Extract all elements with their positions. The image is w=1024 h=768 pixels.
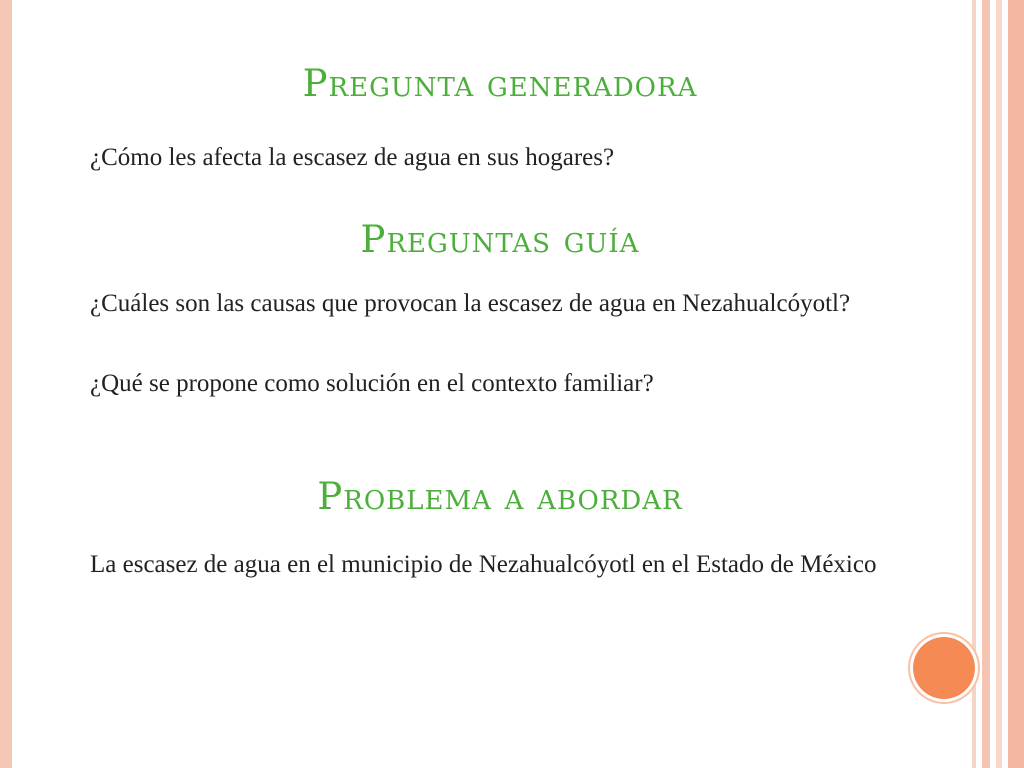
left-border-bar: [0, 0, 12, 768]
heading-pregunta-generadora: Pregunta generadora: [302, 62, 698, 105]
decorative-circle-icon: [913, 637, 975, 699]
problem-statement: La escasez de agua en el municipio de Nezahualcóyotl en el Estado de México: [90, 551, 877, 578]
heading-preguntas-guia: Preguntas guía: [360, 218, 640, 261]
heading-problema-a-abordar: Problema a abordar: [317, 475, 683, 518]
guide-question-2: ¿Qué se propone como solución en el contexto familiar?: [90, 370, 654, 397]
main-question: ¿Cómo les afecta la escasez de agua en sus hogares?: [90, 144, 615, 171]
stripe: [982, 0, 990, 768]
right-border-stripes: [972, 0, 1024, 768]
stripe: [1008, 0, 1024, 768]
guide-question-1: ¿Cuáles son las causas que provocan la escasez de agua en Nezahualcóyotl?: [90, 290, 851, 317]
stripe: [996, 0, 1002, 768]
stripe: [972, 0, 976, 768]
